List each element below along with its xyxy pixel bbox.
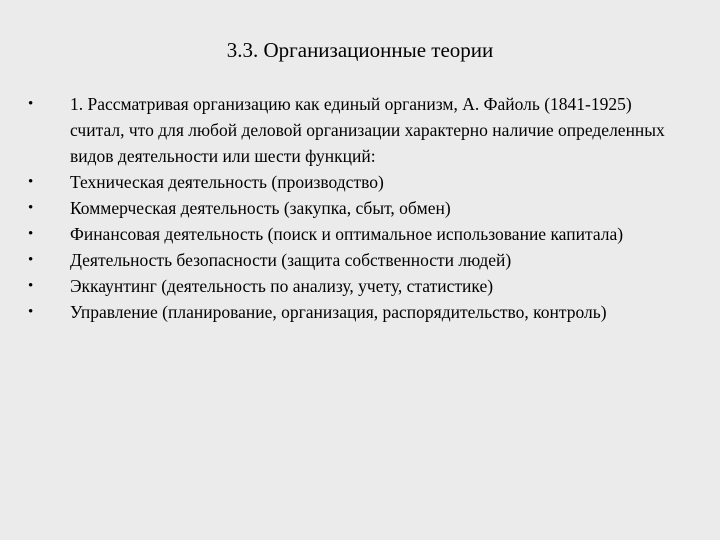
list-item <box>28 169 688 195</box>
bullet-list <box>28 91 688 325</box>
list-item <box>28 273 688 299</box>
slide-title: 3.3. Организационные теории <box>226 38 494 62</box>
list-item <box>28 247 688 273</box>
list-item-text: Управление (планирование, организация, распорядительство, контроль) <box>70 302 607 322</box>
list-item-text: Техническая деятельность (производство) <box>70 172 384 192</box>
list-item-text: Финансовая деятельность (поиск и оптимальное использование капитала) <box>70 224 624 244</box>
list-item <box>28 195 688 221</box>
list-item-text: 1. Рассматривая организацию как единый организм, А. Файоль (1841-1925) считал, что для любой деловой организации характерно наличие определенных видов деятельности или шести функций: <box>70 94 665 166</box>
bullet-icon: • <box>28 226 34 242</box>
bullet-icon: • <box>28 200 34 216</box>
list-item <box>28 91 688 169</box>
list-item-text: Эккаунтинг (деятельность по анализу, учету, статистике) <box>70 276 494 296</box>
list-item-text: Деятельность безопасности (защита собственности людей) <box>70 250 512 270</box>
bullet-icon: • <box>28 304 34 320</box>
bullet-icon: • <box>28 174 34 190</box>
list-item-text: Коммерческая деятельность (закупка, сбыт, обмен) <box>70 198 451 218</box>
bullet-icon: • <box>28 278 34 294</box>
bullet-icon: • <box>28 96 34 112</box>
bullet-icon: • <box>28 252 34 268</box>
list-item <box>28 299 688 325</box>
list-item <box>28 221 688 247</box>
